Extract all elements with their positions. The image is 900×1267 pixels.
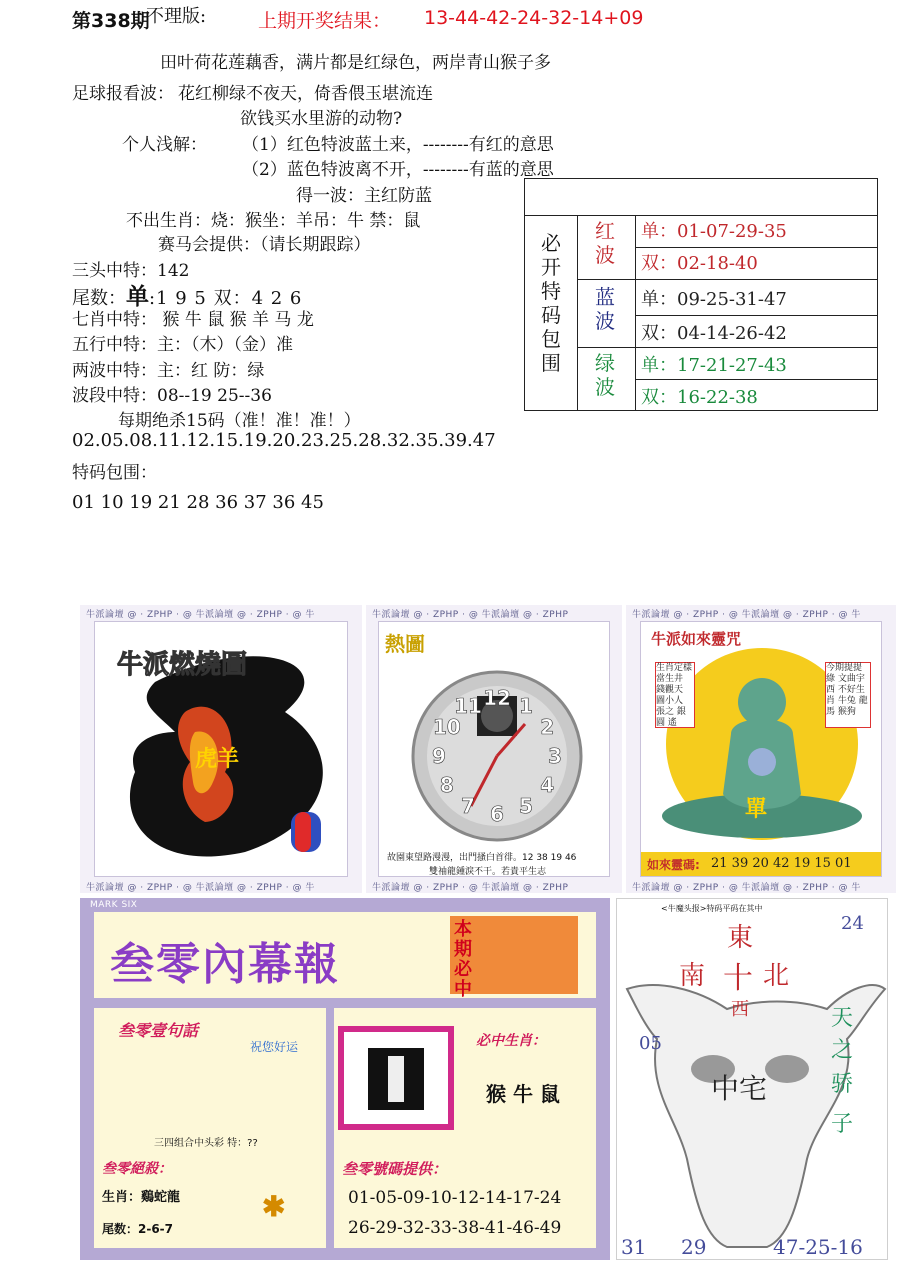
newspaper-must-zodiac: 猴 牛 鼠	[486, 1082, 560, 1106]
clock-numeral: 12	[483, 686, 511, 710]
wave-blue: 蓝波	[595, 285, 615, 333]
last-result-label: 上期开奖结果：	[258, 10, 392, 32]
clock-numeral: 1	[519, 693, 533, 718]
buddha-chest-mark: 單	[745, 796, 768, 822]
burn-watermark-bottom: 牛派論壇 @ · ZPHP · @ 牛派論壇 @ · ZPHP · @ 牛	[86, 883, 315, 893]
bao-wei-table	[524, 178, 878, 411]
clock-verse-2: 雙袖龍鍾淚不干。若貴平生志	[429, 867, 547, 877]
kill-title: 每期绝杀15码（准！准！准！）	[118, 411, 361, 431]
tail-single-mark: 单	[126, 283, 149, 310]
clock-title: 熱圖	[385, 632, 425, 656]
wave-red: 红波	[595, 219, 615, 267]
buddha-watermark-top: 牛派論壇 @ · ZPHP · @ 牛派論壇 @ · ZPHP · @ 牛	[632, 610, 861, 620]
buddha-left-box: 生肖定樣 當生井 錢觀天 圖小人 張之 銀 圓 遙	[655, 662, 695, 728]
buddha-title: 牛派如來靈咒	[651, 630, 742, 648]
skull-center: 中宅	[711, 1072, 768, 1105]
blue-double: 双：04-14-26-42	[641, 323, 787, 344]
skull-south: 南	[679, 961, 706, 991]
poem-line-1: 田叶荷花莲藕香，满片都是红绿色，两岸青山猴子多	[160, 53, 551, 73]
seven-zodiac: 七肖中特： 猴 牛 鼠 猴 羊 马 龙	[72, 310, 314, 330]
newspaper-zodiac: 生肖：鷄蛇龍	[102, 1190, 181, 1205]
clock-numeral: 8	[439, 773, 454, 797]
skull-vertical-1: 天	[831, 1006, 854, 1031]
blue-single: 单：09-25-31-47	[641, 289, 787, 310]
clock-numeral: 4	[540, 773, 555, 797]
red-double: 双：02-18-40	[641, 253, 758, 274]
burn-watermark-top: 牛派論壇 @ · ZPHP · @ 牛派論壇 @ · ZPHP · @ 牛	[86, 610, 315, 620]
buddha-bottom-numbers: 21 39 20 42 19 15 01	[711, 856, 852, 871]
newspaper-panel	[80, 898, 610, 1260]
red-single: 单：01-07-29-35	[641, 221, 787, 242]
newspaper-kill-label: 叁零絕殺：	[102, 1161, 172, 1177]
skull-bottom-left: 31	[621, 1235, 647, 1259]
buddha-right-box: 今期提提 綠 文曲宇 西 不好生肖 牛兔 龍馬 猴狗	[825, 662, 871, 728]
newspaper-title: 叁零內幕報	[110, 939, 340, 990]
clock-graphic	[379, 646, 610, 846]
skull-bottom-mid: 29	[681, 1235, 707, 1259]
skull-cross-icon: 十	[723, 961, 753, 996]
clock-panel	[366, 605, 622, 893]
bao-wei-title: 必开特码包围	[541, 231, 561, 375]
wave-band: 波段中特：08--19 25--36	[72, 386, 272, 406]
last-result-numbers: 13-44-42-24-32-14+09	[424, 7, 644, 29]
newspaper-must-label: 必中生肖：	[476, 1033, 546, 1049]
green-double: 双：16-22-38	[641, 387, 758, 408]
note-label: 个人浅解：	[122, 135, 207, 155]
provider: 赛马会提供：（请长期跟踪）	[158, 235, 371, 255]
clock-numeral: 6	[490, 802, 504, 826]
five-elements: 五行中特：主：（木）（金）准	[72, 335, 293, 355]
buddha-bottom-label: 如來靈碼:	[647, 858, 700, 872]
clock-numeral: 9	[432, 744, 446, 768]
note-2: （2）蓝色特波离不开，--------有蓝的意思	[242, 160, 554, 180]
two-wave: 两波中特：主：红 防：绿	[72, 361, 265, 381]
skull-east: 東	[727, 923, 754, 953]
skull-north: 北	[763, 961, 790, 991]
note-1: （1）红色特波蓝土来，--------有红的意思	[242, 135, 554, 155]
newspaper-combo: 三四组合中头彩 特：??	[154, 1138, 258, 1149]
newspaper-numbers-2: 26-29-32-33-38-41-46-49	[348, 1218, 562, 1238]
clock-numeral: 10	[432, 715, 461, 739]
green-single: 单：17-21-27-43	[641, 355, 787, 376]
burn-center: 虎羊	[195, 747, 240, 772]
burn-panel	[80, 605, 362, 893]
skull-west: 西	[731, 999, 749, 1020]
clock-verse-1: 故園東望路漫漫，出門搔白首徘。12 38 19 46	[387, 853, 577, 863]
poem-line-2: 花红柳绿不夜天，倚香偎玉堪流连	[178, 84, 433, 104]
tail-values: :1 9 5 双：4 2 6	[149, 288, 303, 309]
issue-number: 第338期	[72, 10, 150, 32]
newspaper-numbers-1: 01-05-09-10-12-14-17-24	[348, 1188, 562, 1208]
skull-n24: 24	[841, 913, 864, 934]
clock-numeral: 7	[461, 794, 475, 819]
clock-numeral: 11	[454, 693, 482, 718]
skull-n05: 05	[639, 1033, 662, 1054]
clock-numeral: 2	[540, 715, 555, 739]
wave-green: 绿波	[595, 351, 615, 399]
skull-panel	[616, 898, 888, 1260]
newspaper-mark-icon: ✱	[262, 1190, 286, 1223]
clock-numeral: 5	[519, 794, 533, 819]
skull-header: <牛魔头报>特码平码在其中	[661, 904, 763, 913]
buddha-panel	[626, 605, 896, 893]
newspaper-stamp: 本期必中	[454, 919, 472, 998]
poem-line-3: 欲钱买水里游的动物?	[240, 109, 403, 129]
tail-label: 尾数：	[72, 288, 126, 309]
newspaper-watermark: MARK SIX	[90, 900, 138, 910]
wave-hint: 得一波：主红防蓝	[296, 186, 432, 206]
edition-label: 不理版:	[146, 6, 207, 27]
poem-line-2-label: 足球报看波：	[72, 84, 174, 104]
skull-vertical-4: 子	[831, 1112, 854, 1137]
kill-numbers: 02.05.08.11.12.15.19.20.23.25.28.32.35.39.47	[72, 430, 496, 451]
newspaper-tail: 尾数：2-6-7	[102, 1222, 174, 1236]
no-zodiac: 不出生肖：烧：猴坐：羊吊：牛 禁：鼠	[126, 211, 421, 231]
clock-watermark-top: 牛派論壇 @ · ZPHP · @ 牛派論壇 @ · ZPHP	[372, 610, 569, 620]
special-label: 特码包围：	[72, 463, 157, 483]
newspaper-provide-label: 叁零號碼提供：	[342, 1160, 448, 1178]
special-numbers: 01 10 19 21 28 36 37 36 45	[72, 492, 324, 513]
clock-numeral: 3	[548, 744, 562, 768]
three-head: 三头中特：142	[72, 261, 190, 281]
burn-title: 牛派燃燒圖	[117, 650, 248, 680]
clock-watermark-bottom: 牛派論壇 @ · ZPHP · @ 牛派論壇 @ · ZPHP	[372, 883, 569, 893]
newspaper-wish: 祝您好运	[250, 1040, 299, 1054]
skull-bottom-right: 47-25-16	[773, 1235, 863, 1259]
buddha-watermark-bottom: 牛派論壇 @ · ZPHP · @ 牛派論壇 @ · ZPHP · @ 牛	[632, 883, 861, 893]
skull-vertical-2: 之	[831, 1038, 854, 1063]
skull-vertical-3: 骄	[831, 1072, 854, 1097]
newspaper-poem-label: 叁零壹句話	[118, 1021, 199, 1040]
